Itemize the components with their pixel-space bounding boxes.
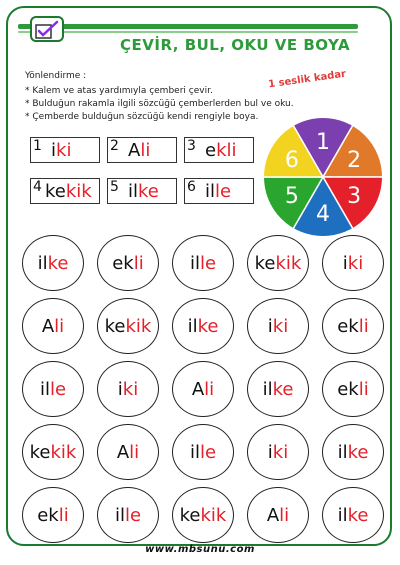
key-word: ille [205,181,232,202]
oval-word: ilke [187,315,219,337]
checkmark-icon [35,20,61,40]
oval-word: ille [39,378,67,400]
key-word: kekik [45,181,92,202]
key-number: 2 [110,138,119,154]
oval-word: iki [117,378,139,400]
word-oval[interactable] [22,487,84,543]
word-oval[interactable] [247,361,309,417]
oval-word: iki [342,252,364,274]
word-oval[interactable] [22,298,84,354]
key-box-3 [184,137,254,163]
number-wheel[interactable] [258,112,388,242]
instruction-line: * Çemberde bulduğun sözcüğü kendi rengiyle boya. [25,111,294,124]
word-oval[interactable] [172,361,234,417]
oval-word: ekli [337,315,369,337]
oval-word: ille [114,504,142,526]
word-oval[interactable] [97,298,159,354]
oval-word: kekik [254,252,302,274]
key-box-2 [107,137,177,163]
key-box-5 [107,178,177,204]
key-box-1 [30,137,100,163]
oval-word: kekik [179,504,227,526]
word-oval[interactable] [97,235,159,291]
instructions [25,70,294,124]
word-oval[interactable] [22,424,84,480]
oval-word: ilke [337,441,369,463]
key-number: 5 [110,179,119,195]
word-oval[interactable] [97,424,159,480]
wheel-number: 1 [316,130,330,155]
word-oval[interactable] [247,424,309,480]
wheel-number: 4 [316,202,330,227]
key-number: 3 [187,138,196,154]
wheel-number: 6 [284,148,299,173]
oval-word: ekli [337,378,369,400]
word-oval[interactable] [247,487,309,543]
key-box-4 [30,178,100,204]
oval-word: Ali [116,441,140,463]
word-oval[interactable] [322,235,384,291]
oval-word: ekli [112,252,144,274]
word-oval[interactable] [97,361,159,417]
wheel-number: 5 [284,184,299,209]
key-word: iki [51,140,72,161]
oval-word: iki [267,315,289,337]
word-oval[interactable] [22,361,84,417]
word-oval[interactable] [22,235,84,291]
instruction-line: * Bulduğun rakamla ilgili sözcüğü çemberlerden bul ve oku. [25,98,294,111]
oval-word: ekli [37,504,69,526]
oval-word: kekik [29,441,77,463]
word-oval[interactable] [322,298,384,354]
header-bar-thin [18,31,358,33]
key-word: Ali [128,140,151,161]
key-number: 6 [187,179,196,195]
word-oval[interactable] [172,424,234,480]
wheel-number: 2 [347,148,362,173]
oval-word: ille [189,252,217,274]
oval-word: ilke [262,378,294,400]
key-word: ekli [205,140,237,161]
instruction-line: * Kalem ve atas yardımıyla çemberi çevir. [25,85,294,98]
word-oval[interactable] [172,235,234,291]
word-oval[interactable] [322,424,384,480]
key-word: ilke [128,181,159,202]
key-number: 1 [33,138,42,154]
oval-word: Ali [266,504,290,526]
instructions-heading: Yönlendirme : [25,71,87,81]
oval-word: ille [189,441,217,463]
checkbox-icon [30,16,64,42]
key-number: 4 [33,179,42,195]
word-oval[interactable] [322,361,384,417]
word-oval[interactable] [172,298,234,354]
word-oval[interactable] [247,298,309,354]
key-box-6 [184,178,254,204]
oval-word: Ali [191,378,215,400]
header-bar [18,24,358,29]
page-title: ÇEVİR, BUL, OKU VE BOYA [120,36,351,54]
word-oval[interactable] [247,235,309,291]
oval-word: kekik [104,315,152,337]
wheel-number: 3 [347,184,362,209]
oval-word: Ali [41,315,65,337]
oval-word: ilke [37,252,69,274]
oval-word: iki [267,441,289,463]
wheel-label: 1 seslik kadar [267,68,347,91]
footer-url: www.mbsunu.com [145,544,255,555]
word-oval[interactable] [97,487,159,543]
word-oval[interactable] [172,487,234,543]
oval-word: ilke [337,504,369,526]
word-oval[interactable] [322,487,384,543]
